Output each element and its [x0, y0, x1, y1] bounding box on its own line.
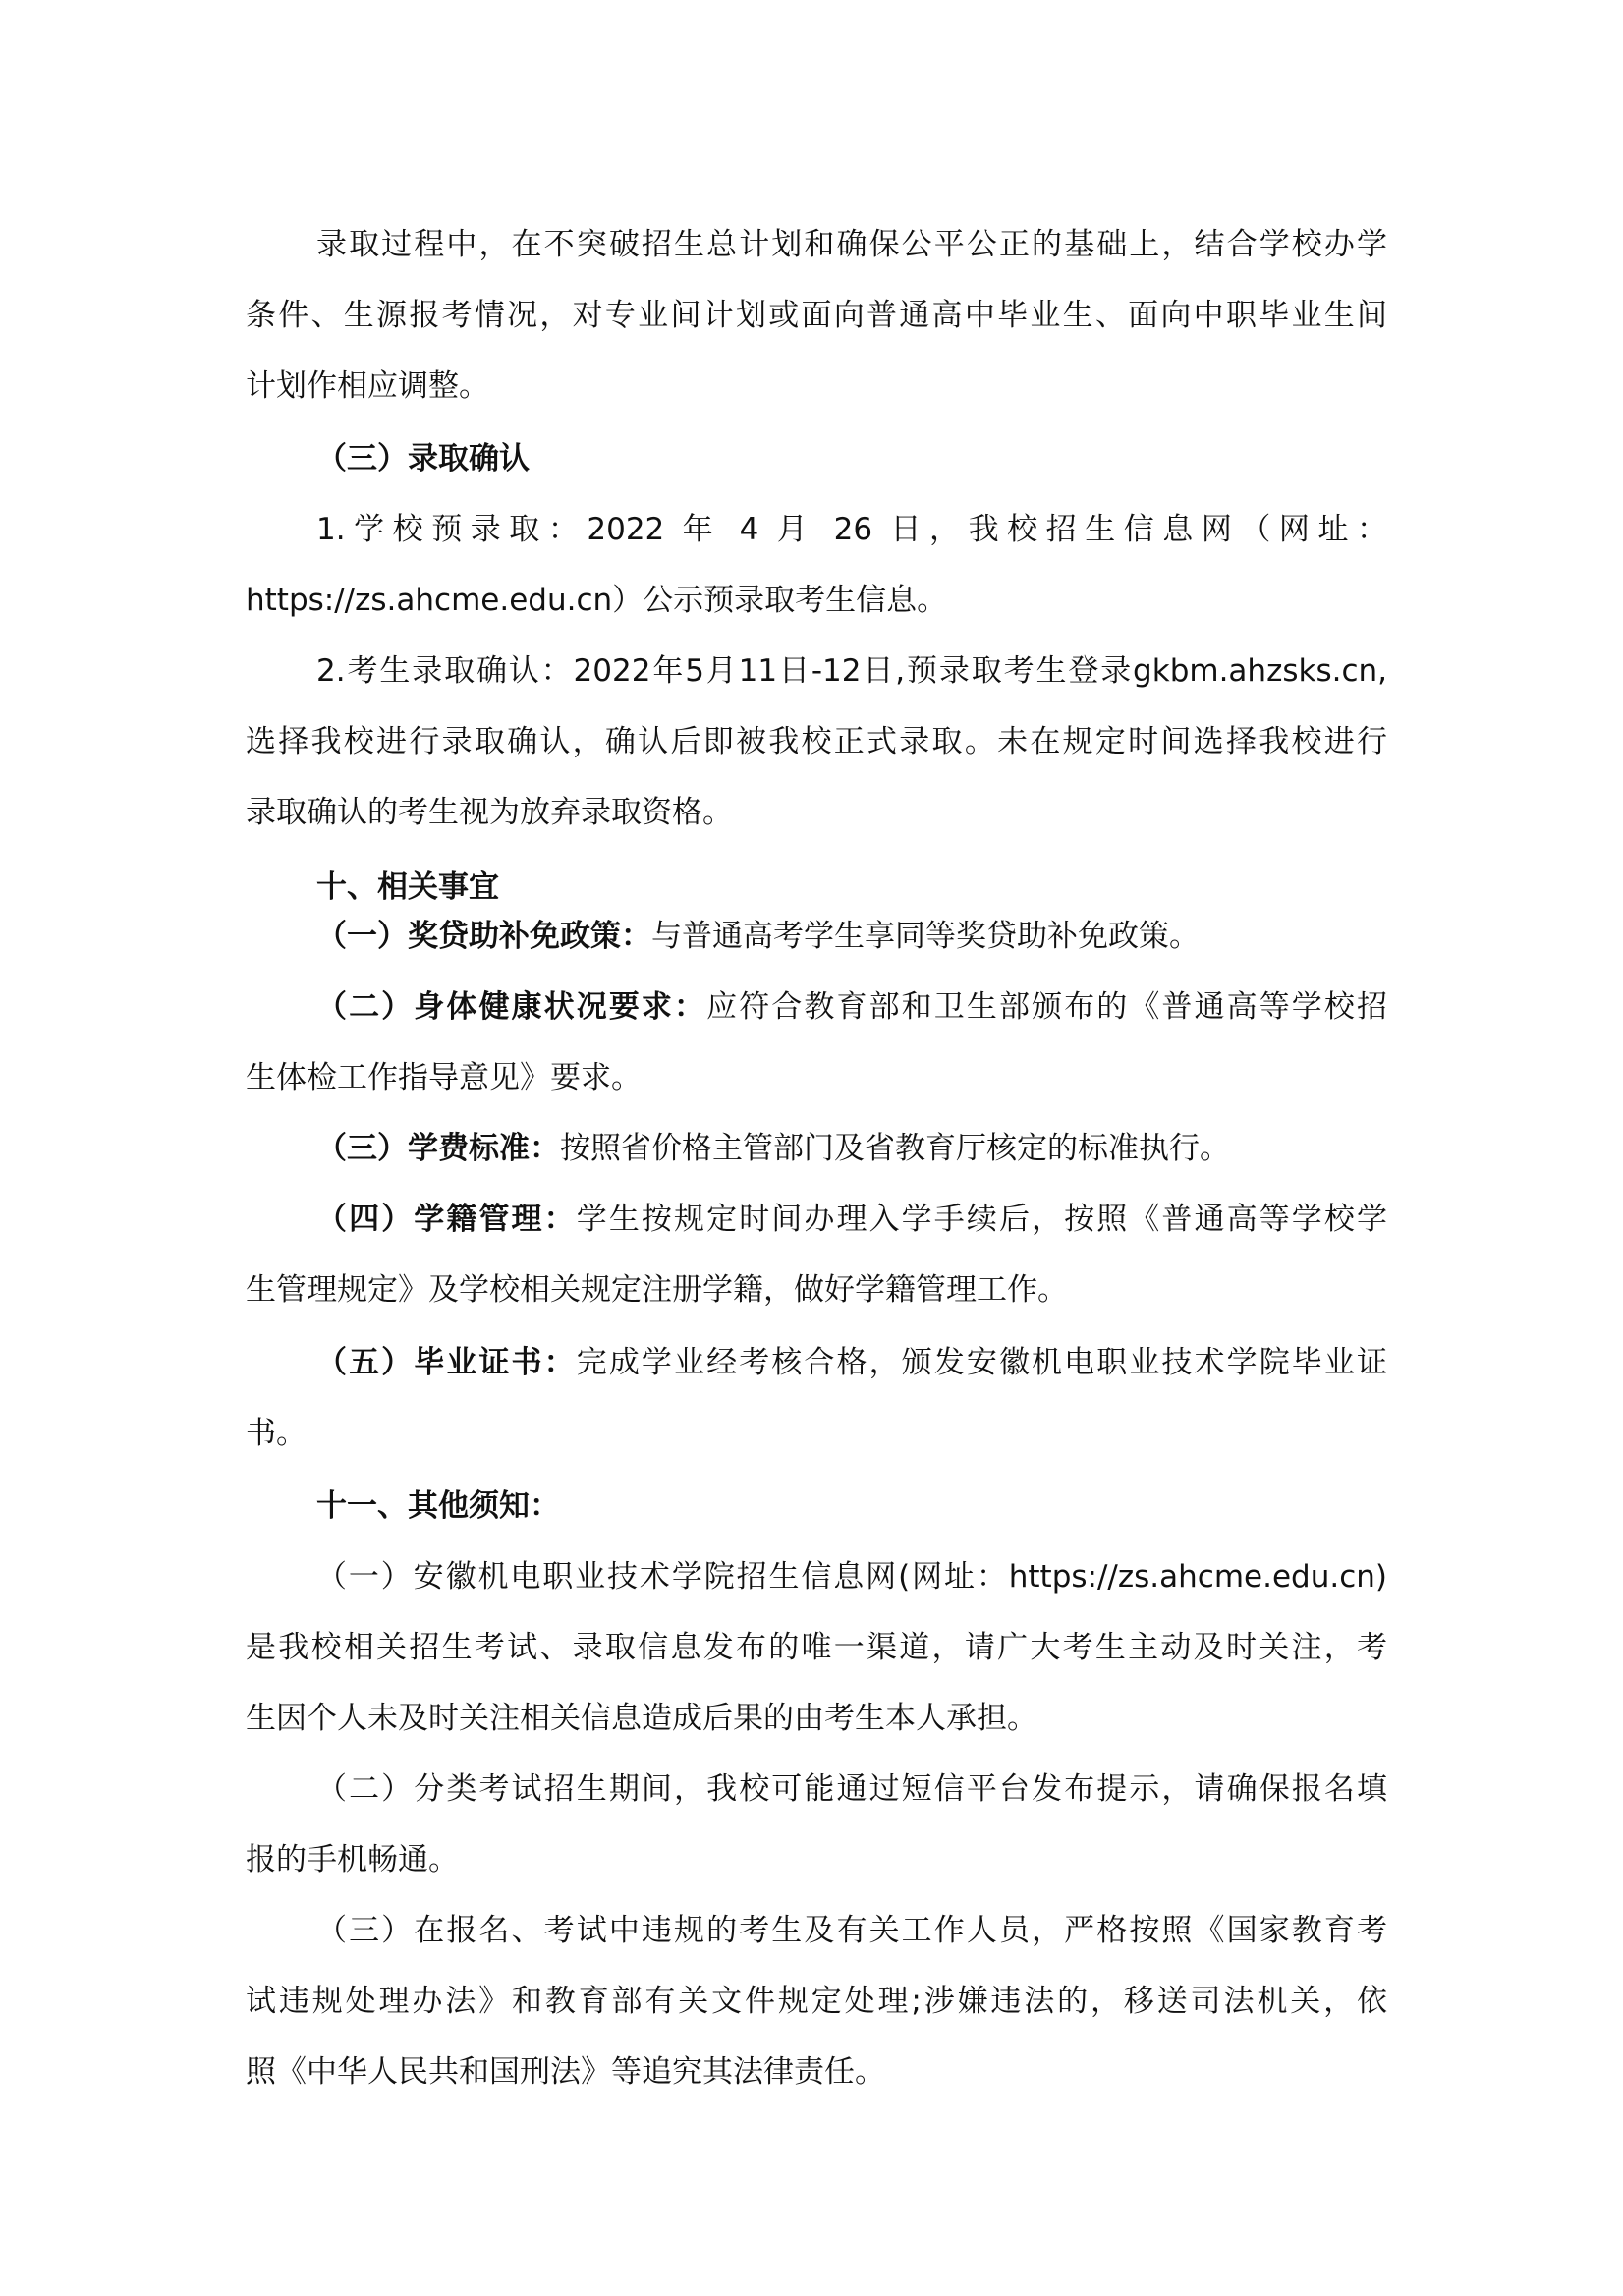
paragraph-line — [316, 912, 1387, 961]
item-text: 按照省价格主管部门及省教育厅核定的标准执行。 — [560, 1131, 1230, 1166]
item-label: （五）毕业证书： — [316, 1345, 577, 1380]
paragraph-line: 报的手机畅通。 — [246, 1842, 459, 1877]
list-item-line: 2.考生录取确认：2022年5月11日-12日,预录取考生登录gkbm.ahzsks.cn, — [316, 653, 1387, 689]
paragraph-line: （三）在报名、考试中违规的考生及有关工作人员，严格按照《国家教育考 — [316, 1913, 1387, 1948]
paragraph-line: 条件、生源报考情况，对专业间计划或面向普通高中毕业生、面向中职毕业生间 — [246, 298, 1387, 333]
paragraph-line: 照《中华人民共和国刑法》等追究其法律责任。 — [246, 2054, 885, 2090]
paragraph-line: 生体检工作指导意见》要求。 — [246, 1060, 642, 1095]
paragraph-line: 计划作相应调整。 — [246, 368, 489, 404]
list-item-line: https://zs.ahcme.edu.cn）公示预录取考生信息。 — [246, 583, 948, 618]
paragraph-line: 录取过程中，在不突破招生总计划和确保公平公正的基础上，结合学校办学 — [316, 227, 1387, 262]
paragraph-line — [316, 1124, 1387, 1173]
item-text: 学生按规定时间办理入学手续后，按照《普通高等学校学 — [576, 1202, 1387, 1237]
paragraph-line — [316, 1338, 1387, 1387]
paragraph-line: （一）安徽机电职业技术学院招生信息网(网址：https://zs.ahcme.edu.cn) — [316, 1559, 1387, 1595]
paragraph-line: 书。 — [246, 1416, 307, 1451]
item-label: （一）奖贷助补免政策： — [316, 919, 651, 954]
paragraph-line — [316, 982, 1387, 1032]
item-label: （四）学籍管理： — [316, 1202, 577, 1237]
list-item-line: 选择我校进行录取确认，确认后即被我校正式录取。未在规定时间选择我校进行 — [246, 724, 1387, 759]
item-text: 应符合教育部和卫生部颁布的《普通高等学校招 — [706, 989, 1387, 1025]
item-label: （三）学费标准： — [316, 1131, 560, 1166]
paragraph-line: 是我校相关招生考试、录取信息发布的唯一渠道，请广大考生主动及时关注，考 — [246, 1630, 1387, 1665]
paragraph-line: 试违规处理办法》和教育部有关文件规定处理;涉嫌违法的，移送司法机关，依 — [246, 1984, 1387, 2019]
section-heading: 十、相关事宜 — [316, 869, 499, 905]
section-heading: （三）录取确认 — [316, 441, 530, 476]
section-heading: 十一、其他须知： — [316, 1488, 560, 1524]
item-label: （二）身体健康状况要求： — [316, 989, 707, 1025]
item-text: 与普通高考学生享同等奖贷助补免政策。 — [651, 919, 1200, 954]
list-item-line: 录取确认的考生视为放弃录取资格。 — [246, 795, 733, 830]
paragraph-line: 生管理规定》及学校相关规定注册学籍，做好学籍管理工作。 — [246, 1272, 1068, 1308]
paragraph-line — [316, 1195, 1387, 1244]
paragraph-line: 生因个人未及时关注相关信息造成后果的由考生本人承担。 — [246, 1701, 1037, 1736]
list-item-line: 1.学校预录取：2022 年 4 月 26 日，我校招生信息网（网址： — [316, 512, 1387, 547]
paragraph-line: （二）分类考试招生期间，我校可能通过短信平台发布提示，请确保报名填 — [316, 1771, 1387, 1807]
item-text: 完成学业经考核合格，颁发安徽机电职业技术学院毕业证 — [576, 1345, 1387, 1380]
